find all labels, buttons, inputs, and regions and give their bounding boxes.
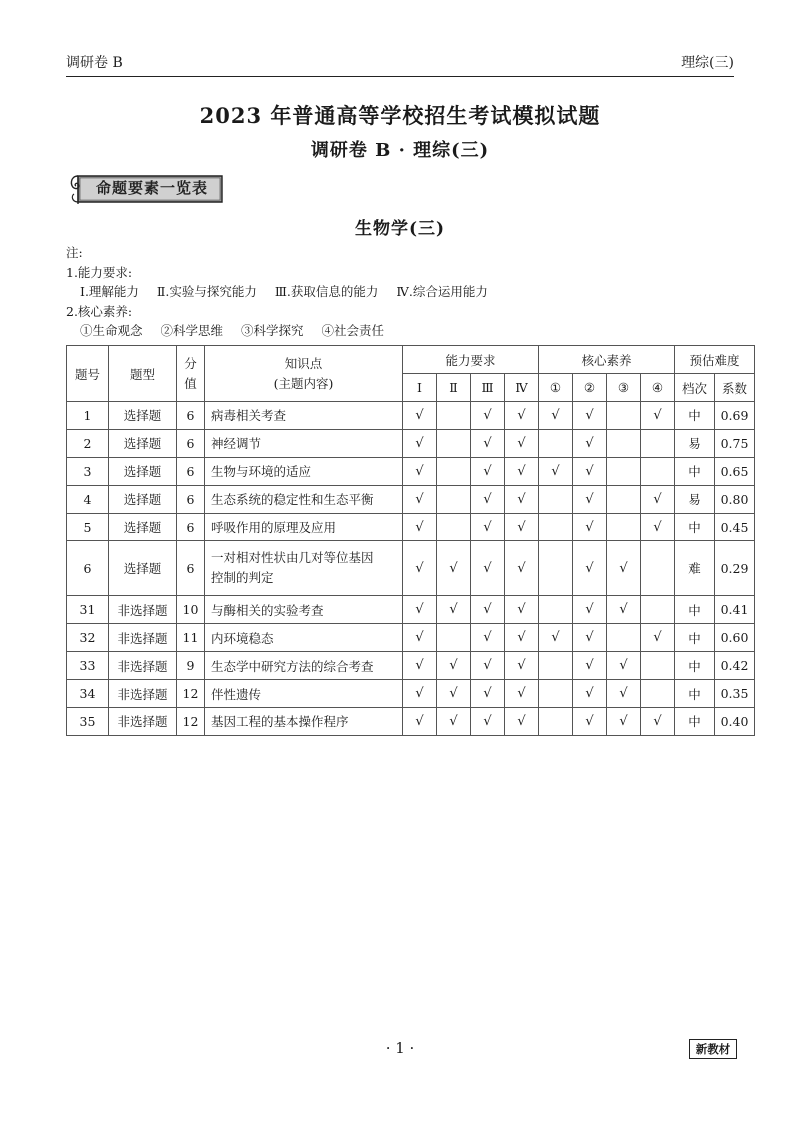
cell-literacy-check: √ bbox=[607, 708, 641, 736]
cell-ability-check: √ bbox=[505, 429, 539, 457]
new-textbook-badge: 新教材 bbox=[689, 1039, 737, 1059]
ability-legend-item: Ⅳ.综合运用能力 bbox=[396, 284, 488, 299]
cell-score: 12 bbox=[177, 708, 205, 736]
cell-type: 选择题 bbox=[109, 485, 177, 513]
cell-ability-check: √ bbox=[403, 429, 437, 457]
cell-topic: 生态学中研究方法的综合考查 bbox=[205, 652, 403, 680]
cell-ability-check: √ bbox=[403, 652, 437, 680]
cell-ability-check: √ bbox=[471, 596, 505, 624]
cell-topic: 伴性遗传 bbox=[205, 680, 403, 708]
cell-number: 5 bbox=[67, 513, 109, 541]
cell-literacy-check: √ bbox=[573, 652, 607, 680]
cell-number: 6 bbox=[67, 541, 109, 596]
cell-literacy-check: √ bbox=[539, 624, 573, 652]
cell-literacy-check: √ bbox=[573, 457, 607, 485]
cell-ability-check: √ bbox=[437, 541, 471, 596]
cell-ability-check: √ bbox=[403, 457, 437, 485]
cell-literacy-check: √ bbox=[641, 513, 675, 541]
cell-type: 非选择题 bbox=[109, 708, 177, 736]
cell-ability-check: √ bbox=[505, 513, 539, 541]
header-literacy-col: ④ bbox=[641, 374, 675, 402]
cell-ability-check: √ bbox=[505, 596, 539, 624]
cell-level: 中 bbox=[675, 624, 715, 652]
cell-literacy-check: √ bbox=[641, 624, 675, 652]
header-score bbox=[177, 346, 205, 402]
running-header bbox=[66, 52, 734, 77]
header-topic-line: (主题内容) bbox=[273, 375, 334, 391]
exam-element-table bbox=[66, 345, 755, 736]
cell-literacy-check: √ bbox=[573, 429, 607, 457]
cell-ability-check: √ bbox=[471, 541, 505, 596]
cell-literacy-check: √ bbox=[607, 680, 641, 708]
header-difficulty-group: 预估难度 bbox=[675, 346, 755, 374]
cell-literacy-check bbox=[539, 652, 573, 680]
cell-ability-check: √ bbox=[403, 624, 437, 652]
cell-number: 35 bbox=[67, 708, 109, 736]
cell-score: 6 bbox=[177, 457, 205, 485]
header-ability-group: 能力要求 bbox=[403, 346, 539, 374]
cell-level: 中 bbox=[675, 680, 715, 708]
cell-number: 1 bbox=[67, 402, 109, 430]
table-row bbox=[67, 402, 755, 430]
cell-literacy-check bbox=[641, 429, 675, 457]
cell-coefficient: 0.35 bbox=[715, 680, 755, 708]
cell-ability-check: √ bbox=[403, 680, 437, 708]
header-ability-col: Ⅱ bbox=[437, 374, 471, 402]
notes-ability-label: 1.能力要求: bbox=[66, 264, 133, 280]
cell-ability-check: √ bbox=[505, 485, 539, 513]
header-literacy-col: ② bbox=[573, 374, 607, 402]
header-topic bbox=[205, 346, 403, 402]
cell-ability-check: √ bbox=[437, 652, 471, 680]
cell-level: 中 bbox=[675, 652, 715, 680]
table-row bbox=[67, 457, 755, 485]
cell-coefficient: 0.75 bbox=[715, 429, 755, 457]
cell-type: 选择题 bbox=[109, 541, 177, 596]
cell-literacy-check: √ bbox=[607, 541, 641, 596]
cell-ability-check bbox=[437, 457, 471, 485]
cell-ability-check: √ bbox=[437, 708, 471, 736]
cell-level: 易 bbox=[675, 429, 715, 457]
header-right: 理综(三) bbox=[681, 55, 734, 71]
ability-legend-item: Ⅲ.获取信息的能力 bbox=[274, 284, 379, 299]
header-literacy-col: ③ bbox=[607, 374, 641, 402]
cell-literacy-check bbox=[539, 596, 573, 624]
cell-literacy-check bbox=[539, 513, 573, 541]
section-banner bbox=[68, 172, 224, 206]
cell-topic: 生态系统的稳定性和生态平衡 bbox=[205, 485, 403, 513]
cell-ability-check: √ bbox=[471, 402, 505, 430]
cell-ability-check bbox=[437, 513, 471, 541]
cell-ability-check: √ bbox=[403, 541, 437, 596]
header-question-type: 题型 bbox=[109, 346, 177, 402]
cell-literacy-check bbox=[641, 596, 675, 624]
cell-coefficient: 0.80 bbox=[715, 485, 755, 513]
literacy-legend-item: ④社会责任 bbox=[321, 323, 385, 338]
cell-ability-check bbox=[437, 402, 471, 430]
cell-coefficient: 0.45 bbox=[715, 513, 755, 541]
literacy-legend bbox=[66, 321, 488, 341]
cell-literacy-check bbox=[641, 652, 675, 680]
cell-ability-check: √ bbox=[437, 680, 471, 708]
cell-ability-check bbox=[437, 624, 471, 652]
cell-literacy-check: √ bbox=[573, 402, 607, 430]
header-left: 调研卷 B bbox=[66, 55, 123, 71]
cell-ability-check bbox=[437, 485, 471, 513]
cell-ability-check: √ bbox=[471, 624, 505, 652]
exam-subtitle: 调研卷 B · 理综(三) bbox=[310, 140, 490, 161]
cell-ability-check: √ bbox=[505, 680, 539, 708]
cell-level: 中 bbox=[675, 513, 715, 541]
cell-type: 非选择题 bbox=[109, 596, 177, 624]
header-ability-col: Ⅳ bbox=[505, 374, 539, 402]
cell-ability-check: √ bbox=[403, 402, 437, 430]
cell-type: 非选择题 bbox=[109, 680, 177, 708]
header-question-number: 题号 bbox=[67, 346, 109, 402]
cell-type: 选择题 bbox=[109, 513, 177, 541]
cell-number: 33 bbox=[67, 652, 109, 680]
cell-literacy-check: √ bbox=[573, 513, 607, 541]
cell-literacy-check: √ bbox=[641, 485, 675, 513]
cell-ability-check: √ bbox=[505, 402, 539, 430]
cell-type: 非选择题 bbox=[109, 652, 177, 680]
header-ability-col: Ⅲ bbox=[471, 374, 505, 402]
cell-type: 非选择题 bbox=[109, 624, 177, 652]
header-coefficient: 系数 bbox=[715, 374, 755, 402]
literacy-legend-item: ②科学思维 bbox=[160, 323, 224, 338]
cell-literacy-check bbox=[539, 429, 573, 457]
cell-level: 中 bbox=[675, 457, 715, 485]
cell-literacy-check: √ bbox=[573, 680, 607, 708]
cell-ability-check: √ bbox=[471, 485, 505, 513]
cell-number: 32 bbox=[67, 624, 109, 652]
banner-label: 命题要素一览表 bbox=[95, 179, 208, 197]
ability-legend bbox=[66, 282, 488, 302]
header-ability-col: Ⅰ bbox=[403, 374, 437, 402]
cell-ability-check: √ bbox=[471, 429, 505, 457]
cell-literacy-check: √ bbox=[539, 457, 573, 485]
cell-topic: 与酶相关的实验考查 bbox=[205, 596, 403, 624]
cell-ability-check: √ bbox=[471, 708, 505, 736]
cell-coefficient: 0.29 bbox=[715, 541, 755, 596]
cell-ability-check: √ bbox=[403, 596, 437, 624]
cell-topic: 内环境稳态 bbox=[205, 624, 403, 652]
cell-literacy-check bbox=[539, 708, 573, 736]
cell-literacy-check bbox=[607, 429, 641, 457]
cell-literacy-check: √ bbox=[573, 708, 607, 736]
cell-ability-check: √ bbox=[505, 457, 539, 485]
cell-literacy-check: √ bbox=[573, 541, 607, 596]
cell-ability-check: √ bbox=[403, 485, 437, 513]
cell-ability-check: √ bbox=[471, 513, 505, 541]
table-row bbox=[67, 652, 755, 680]
cell-score: 6 bbox=[177, 402, 205, 430]
cell-score: 6 bbox=[177, 541, 205, 596]
cell-number: 31 bbox=[67, 596, 109, 624]
cell-score: 6 bbox=[177, 513, 205, 541]
header-topic-line: 知识点 bbox=[284, 355, 323, 371]
cell-number: 34 bbox=[67, 680, 109, 708]
cell-literacy-check: √ bbox=[641, 402, 675, 430]
cell-literacy-check bbox=[641, 680, 675, 708]
cell-coefficient: 0.69 bbox=[715, 402, 755, 430]
notes-label: 注: bbox=[66, 245, 83, 260]
cell-coefficient: 0.41 bbox=[715, 596, 755, 624]
cell-coefficient: 0.65 bbox=[715, 457, 755, 485]
ability-legend-item: Ⅰ.理解能力 bbox=[80, 284, 139, 299]
literacy-legend-item: ③科学探究 bbox=[241, 323, 304, 338]
cell-coefficient: 0.60 bbox=[715, 624, 755, 652]
cell-literacy-check bbox=[539, 680, 573, 708]
header-literacy-col: ① bbox=[539, 374, 573, 402]
cell-number: 3 bbox=[67, 457, 109, 485]
cell-literacy-check bbox=[607, 402, 641, 430]
ability-legend-item: Ⅱ.实验与探究能力 bbox=[156, 284, 257, 299]
cell-level: 中 bbox=[675, 402, 715, 430]
cell-number: 2 bbox=[67, 429, 109, 457]
cell-literacy-check: √ bbox=[573, 596, 607, 624]
cell-literacy-check: √ bbox=[539, 402, 573, 430]
cell-score: 11 bbox=[177, 624, 205, 652]
cell-literacy-check bbox=[539, 485, 573, 513]
cell-ability-check: √ bbox=[505, 708, 539, 736]
notes-block bbox=[66, 243, 488, 341]
header-level: 档次 bbox=[675, 374, 715, 402]
cell-literacy-check bbox=[641, 541, 675, 596]
cell-score: 12 bbox=[177, 680, 205, 708]
cell-type: 选择题 bbox=[109, 402, 177, 430]
page-number: · 1 · bbox=[385, 1039, 415, 1057]
cell-topic: 病毒相关考查 bbox=[205, 402, 403, 430]
cell-ability-check: √ bbox=[471, 652, 505, 680]
table-row bbox=[67, 429, 755, 457]
cell-topic: 呼吸作用的原理及应用 bbox=[205, 513, 403, 541]
table-row bbox=[67, 513, 755, 541]
cell-score: 9 bbox=[177, 652, 205, 680]
cell-topic-line: 控制的判定 bbox=[211, 570, 274, 586]
cell-literacy-check bbox=[641, 457, 675, 485]
cell-literacy-check bbox=[607, 485, 641, 513]
cell-literacy-check bbox=[607, 624, 641, 652]
cell-level: 易 bbox=[675, 485, 715, 513]
cell-ability-check: √ bbox=[471, 457, 505, 485]
cell-score: 10 bbox=[177, 596, 205, 624]
cell-literacy-check: √ bbox=[573, 485, 607, 513]
cell-topic bbox=[205, 541, 403, 596]
header-score-line: 分 bbox=[184, 355, 197, 371]
cell-literacy-check bbox=[607, 513, 641, 541]
table-row bbox=[67, 596, 755, 624]
cell-literacy-check bbox=[539, 541, 573, 596]
cell-ability-check: √ bbox=[403, 513, 437, 541]
cell-ability-check: √ bbox=[403, 708, 437, 736]
cell-score: 6 bbox=[177, 429, 205, 457]
cell-coefficient: 0.40 bbox=[715, 708, 755, 736]
cell-literacy-check: √ bbox=[607, 652, 641, 680]
cell-ability-check: √ bbox=[505, 652, 539, 680]
cell-ability-check: √ bbox=[437, 596, 471, 624]
cell-type: 选择题 bbox=[109, 457, 177, 485]
cell-ability-check: √ bbox=[505, 541, 539, 596]
header-literacy-group: 核心素养 bbox=[539, 346, 675, 374]
exam-title: 2023 年普通高等学校招生考试模拟试题 bbox=[199, 103, 601, 128]
table-row bbox=[67, 541, 755, 596]
cell-literacy-check: √ bbox=[641, 708, 675, 736]
cell-literacy-check: √ bbox=[607, 596, 641, 624]
cell-level: 中 bbox=[675, 596, 715, 624]
cell-ability-check: √ bbox=[471, 680, 505, 708]
table-row bbox=[67, 680, 755, 708]
header-score-line: 值 bbox=[184, 375, 197, 391]
table-row bbox=[67, 624, 755, 652]
subject-title: 生物学(三) bbox=[354, 219, 446, 239]
table-row bbox=[67, 485, 755, 513]
cell-level: 难 bbox=[675, 541, 715, 596]
cell-topic: 基因工程的基本操作程序 bbox=[205, 708, 403, 736]
cell-level: 中 bbox=[675, 708, 715, 736]
cell-type: 选择题 bbox=[109, 429, 177, 457]
cell-literacy-check bbox=[607, 457, 641, 485]
table-row bbox=[67, 708, 755, 736]
cell-topic: 生物与环境的适应 bbox=[205, 457, 403, 485]
cell-topic-line: 一对相对性状由几对等位基因 bbox=[211, 550, 374, 566]
notes-literacy-label: 2.核心素养: bbox=[66, 303, 133, 319]
literacy-legend-item: ①生命观念 bbox=[80, 323, 143, 338]
cell-score: 6 bbox=[177, 485, 205, 513]
cell-literacy-check: √ bbox=[573, 624, 607, 652]
cell-coefficient: 0.42 bbox=[715, 652, 755, 680]
cell-topic: 神经调节 bbox=[205, 429, 403, 457]
cell-ability-check bbox=[437, 429, 471, 457]
cell-ability-check: √ bbox=[505, 624, 539, 652]
cell-number: 4 bbox=[67, 485, 109, 513]
